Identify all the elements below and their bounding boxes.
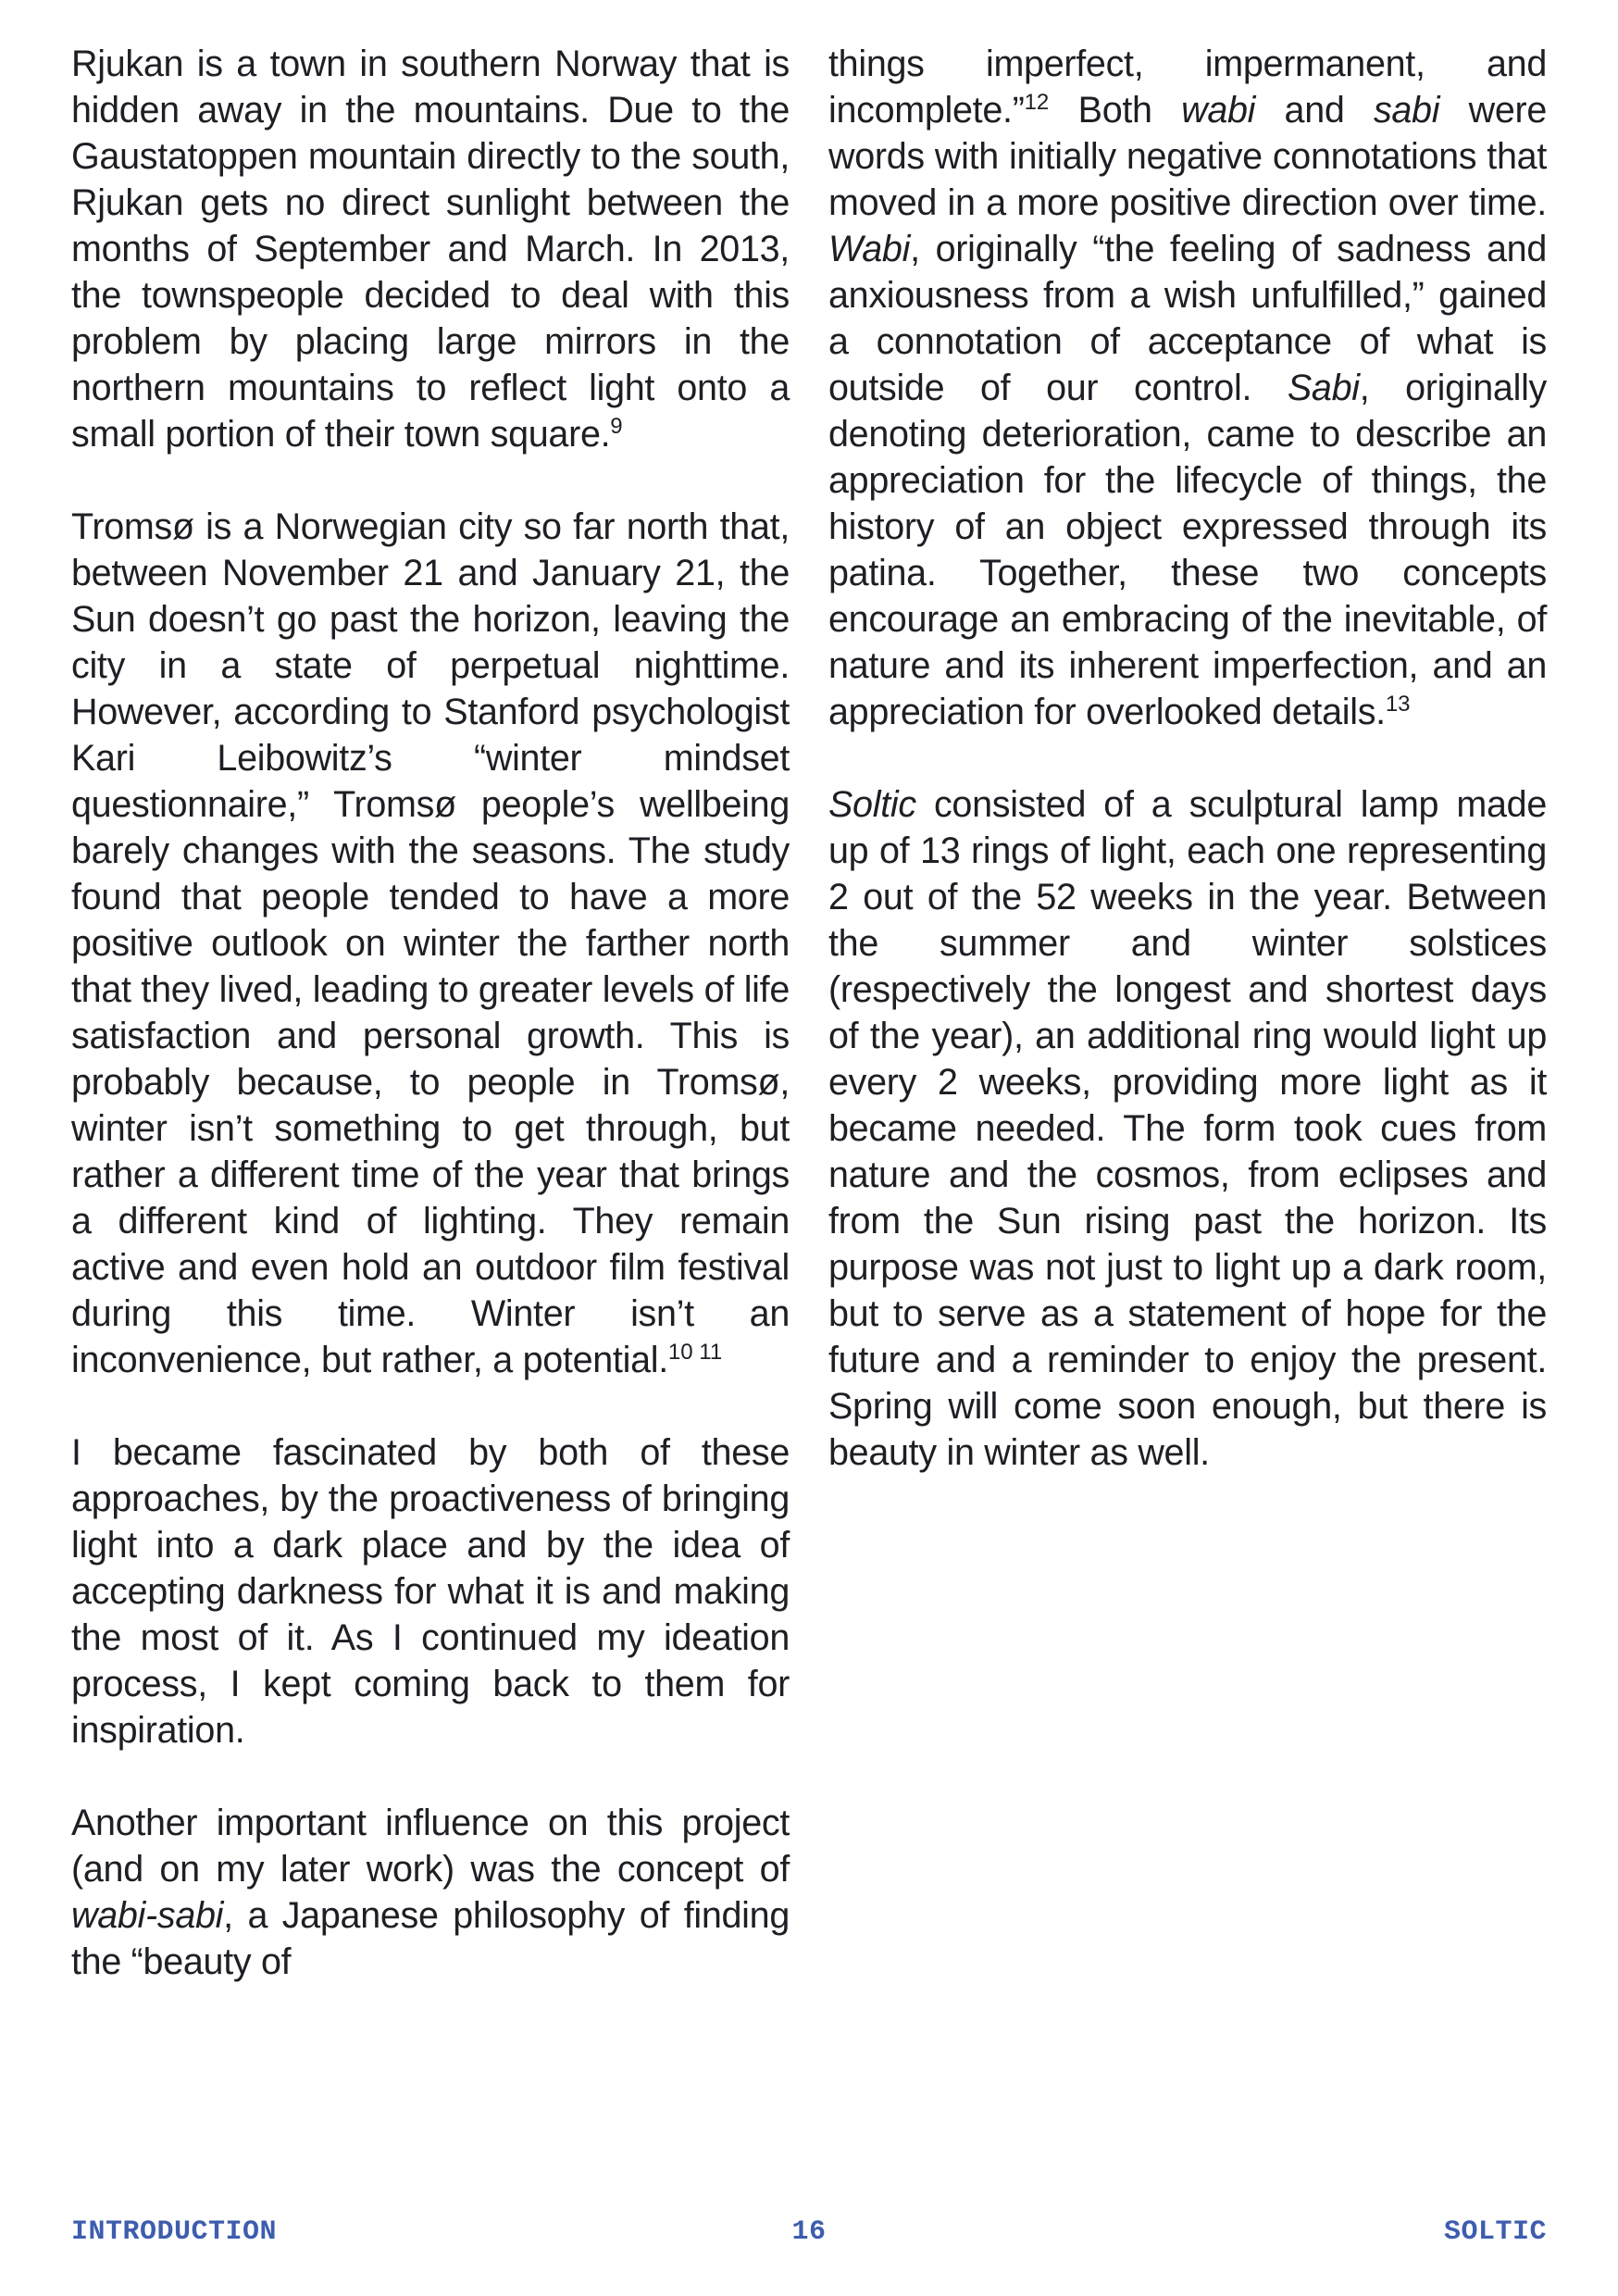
- footer-section-label: INTRODUCTION: [71, 2216, 278, 2248]
- paragraph-soltic: Soltic consisted of a sculptural lamp made up of 13 rings of light, each one representing 2 out of the 52 weeks in the year. Between the summer and winter solstices (respectively the longest and shortest days of the year), an additional ring would light up every 2 weeks, providing more light as it became needed. The form took cues from nature and the cosmos, from eclipses and from the Sun rising past the horizon. Its purpose was not just to light up a dark room, but to serve as a statement of hope for the future and a reminder to enjoy the present. Spring will come soon enough, but there is beauty in winter as well.: [828, 784, 1547, 1473]
- left-column: [71, 41, 790, 1985]
- page-number: 16: [791, 2216, 827, 2248]
- paragraph-fascinated: I became fascinated by both of these approaches, by the proactiveness of bringing light into a dark place and by the idea of accepting darkness for what it is and making the most of it. As I continued my ideation process, I kept coming back to them for inspiration.: [71, 1432, 790, 1751]
- paragraph-tromso: Tromsø is a Norwegian city so far north that, between November 21 and January 21, the Sun doesn’t go past the horizon, leaving the city in a state of perpetual nighttime. However, according to Stanford psychologist Kari Leibowitz’s “winter mindset questionnaire,” Tromsø people’s wellbeing barely changes with the seasons. The study found that people tended to have a more positive outlook on winter the farther north that they lived, leading to greater levels of life satisfaction and personal growth. This is probably because, to people in Tromsø, winter isn’t something to get through, but rather a different time of the year that brings a different kind of lighting. They remain active and even hold an outdoor film festival during this time. Winter isn’t an inconvenience, but rather, a potential.$^{10 11}$: [71, 506, 790, 1380]
- paragraph-rjukan: Rjukan is a town in southern Norway that is hidden away in the mountains. Due to the Gaustatoppen mountain directly to the south, Rjukan gets no direct sunlight between the months of September and March. In 2013, the townspeople decided to deal with this problem by placing large mirrors in the northern mountains to reflect light onto a small portion of their town square.$^9$: [71, 44, 790, 455]
- paragraph-wabi-sabi-continued: things imperfect, impermanent, and incomplete.”$^{12}$ Both wabi and sabi were words with initially negative connotations that moved in a more positive direction over time. Wabi, originally “the feeling of sadness and anxiousness from a wish unfulfilled,” gained a connotation of acceptance of what is outside of our control. Sabi, originally denoting deterioration, came to describe an appreciation for the lifecycle of things, the history of an object expressed through its patina. Together, these two concepts encourage an embracing of the inevitable, of nature and its inherent imperfection, and an appreciation for overlooked details.$^{13}$: [828, 44, 1548, 732]
- right-column: [828, 41, 1547, 1985]
- paragraph-wabi-sabi-intro: Another important influence on this project (and on my later work) was the concept of wabi-sabi, a Japanese philosophy of finding the “beauty of: [71, 1803, 790, 1982]
- page-footer: [71, 2216, 1547, 2248]
- text-columns: [71, 41, 1547, 1985]
- footer-chapter-label: SOLTIC: [1443, 2216, 1547, 2248]
